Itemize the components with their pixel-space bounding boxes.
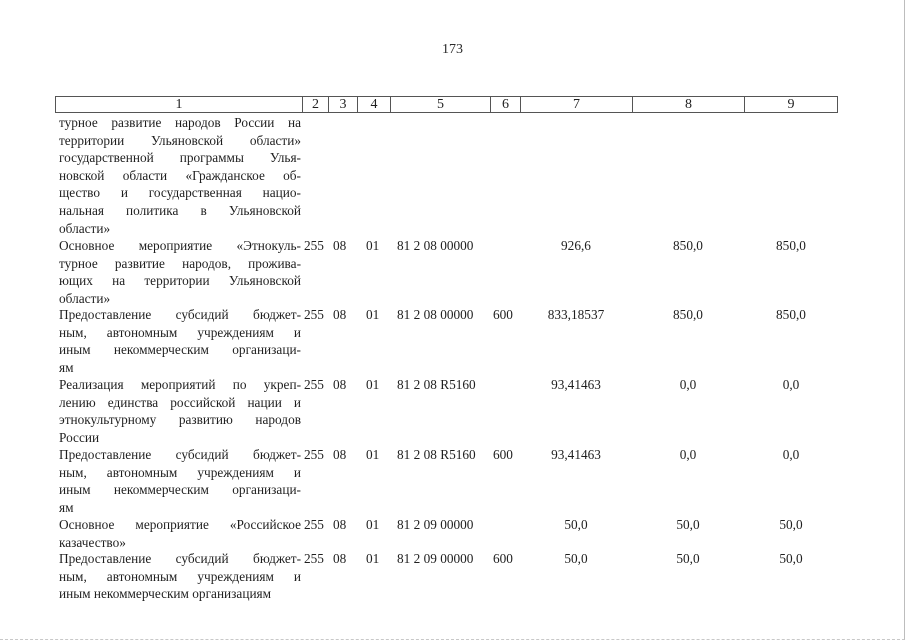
row-name — [59, 237, 301, 307]
header-col-4: 4 — [358, 97, 391, 112]
row-cell-c6: 600 — [493, 307, 513, 322]
row-cell-c7: 833,18537 — [547, 307, 605, 322]
row-cell-c9: 50,0 — [779, 517, 803, 532]
row-name — [59, 550, 301, 603]
row-cell-c9: 0,0 — [782, 377, 800, 392]
row-cell-c2: 255 — [304, 377, 324, 392]
row-cell-c5: 81 2 08 00000 — [397, 307, 474, 322]
row-cell-c5: 81 2 08 R5160 — [397, 447, 476, 462]
row-cell-c6: 600 — [493, 447, 513, 462]
row-cell-c9: 50,0 — [779, 551, 803, 566]
header-col-5: 5 — [391, 97, 491, 112]
header-col-3: 3 — [329, 97, 358, 112]
row-name-line: иным некоммерческим организаци- — [59, 482, 301, 498]
row-name-line: ям — [59, 499, 74, 515]
table-header-row — [55, 96, 838, 113]
header-col-2: 2 — [303, 97, 329, 112]
row-cell-c8: 0,0 — [679, 377, 697, 392]
header-col-6: 6 — [491, 97, 521, 112]
row-cell-c8: 0,0 — [679, 447, 697, 462]
row-name-line: Основное мероприятие «Российское — [59, 517, 301, 532]
row-cell-c3: 08 — [333, 307, 347, 322]
row-name-line: Предоставление субсидий бюджет- — [59, 307, 301, 322]
row-name — [59, 376, 301, 446]
row-cell-c2: 255 — [304, 238, 324, 253]
row-cell-c2: 255 — [304, 517, 324, 532]
row-cell-c7: 93,41463 — [551, 447, 601, 462]
row-name-line: иным некоммерческим организаци- — [59, 342, 301, 358]
row-name-line: ным, автономным учреждениям и — [59, 324, 301, 340]
header-col-1: 1 — [56, 97, 303, 112]
row-name-line: России — [59, 429, 100, 445]
row-name-line: Предоставление субсидий бюджет- — [59, 551, 301, 566]
row-cell-c9: 850,0 — [776, 238, 806, 253]
row-name-line: казачество» — [59, 534, 126, 550]
row-cell-c4: 01 — [366, 238, 380, 253]
row-name-line: ным, автономным учреждениям и — [59, 568, 301, 584]
row-name-line: иным некоммерческим организациям — [59, 586, 272, 602]
row-name — [59, 446, 301, 516]
row-name-line: новской области «Гражданское об- — [59, 167, 301, 183]
row-cell-c4: 01 — [366, 377, 380, 392]
row-name-line: щество и государственная нацио- — [59, 185, 301, 201]
row-cell-c5: 81 2 09 00000 — [397, 517, 474, 532]
row-name-line: турное развитие народов, прожива- — [59, 255, 301, 271]
row-name-line: государственной программы Улья- — [59, 150, 301, 166]
row-name-line: Основное мероприятие «Этнокуль- — [59, 238, 301, 253]
row-cell-c4: 01 — [366, 551, 380, 566]
row-cell-c3: 08 — [333, 517, 347, 532]
row-cell-c7: 93,41463 — [551, 377, 601, 392]
row-cell-c2: 255 — [304, 307, 324, 322]
row-name-line: ным, автономным учреждениям и — [59, 464, 301, 480]
row-cell-c3: 08 — [333, 551, 347, 566]
row-name-line: области» — [59, 290, 111, 306]
row-cell-c3: 08 — [333, 447, 347, 462]
row-name — [59, 114, 301, 237]
header-col-8: 8 — [633, 97, 745, 112]
row-name-line: ющих на территории Ульяновской — [59, 273, 301, 289]
row-cell-c8: 50,0 — [676, 517, 700, 532]
row-cell-c8: 850,0 — [673, 238, 703, 253]
row-cell-c5: 81 2 08 R5160 — [397, 377, 476, 392]
row-cell-c3: 08 — [333, 238, 347, 253]
row-cell-c2: 255 — [304, 447, 324, 462]
row-cell-c4: 01 — [366, 517, 380, 532]
row-name-line: Предоставление субсидий бюджет- — [59, 447, 301, 462]
row-cell-c7: 50,0 — [564, 517, 588, 532]
row-name-line: области» — [59, 220, 111, 236]
row-cell-c4: 01 — [366, 307, 380, 322]
row-cell-c4: 01 — [366, 447, 380, 462]
row-name — [59, 306, 301, 376]
header-col-7: 7 — [521, 97, 633, 112]
row-cell-c3: 08 — [333, 377, 347, 392]
row-name-line: ям — [59, 359, 74, 375]
row-cell-c6: 600 — [493, 551, 513, 566]
row-cell-c5: 81 2 09 00000 — [397, 551, 474, 566]
row-name-line: этнокультурному развитию народов — [59, 412, 301, 428]
row-cell-c8: 850,0 — [673, 307, 703, 322]
row-cell-c2: 255 — [304, 551, 324, 566]
row-cell-c7: 50,0 — [564, 551, 588, 566]
row-name-line: лению единства российской нации и — [59, 394, 301, 410]
page-number: 173 — [442, 42, 463, 57]
row-name-line: турное развитие народов России на — [59, 115, 301, 130]
row-cell-c7: 926,6 — [561, 238, 591, 253]
row-cell-c9: 0,0 — [782, 447, 800, 462]
row-name — [59, 516, 301, 551]
row-name-line: нальная политика в Ульяновской — [59, 202, 301, 218]
row-name-line: территории Ульяновской области» — [59, 132, 301, 148]
row-name-line: Реализация мероприятий по укреп- — [59, 377, 301, 392]
row-cell-c9: 850,0 — [776, 307, 806, 322]
row-cell-c8: 50,0 — [676, 551, 700, 566]
row-cell-c5: 81 2 08 00000 — [397, 238, 474, 253]
header-col-9: 9 — [787, 97, 795, 112]
